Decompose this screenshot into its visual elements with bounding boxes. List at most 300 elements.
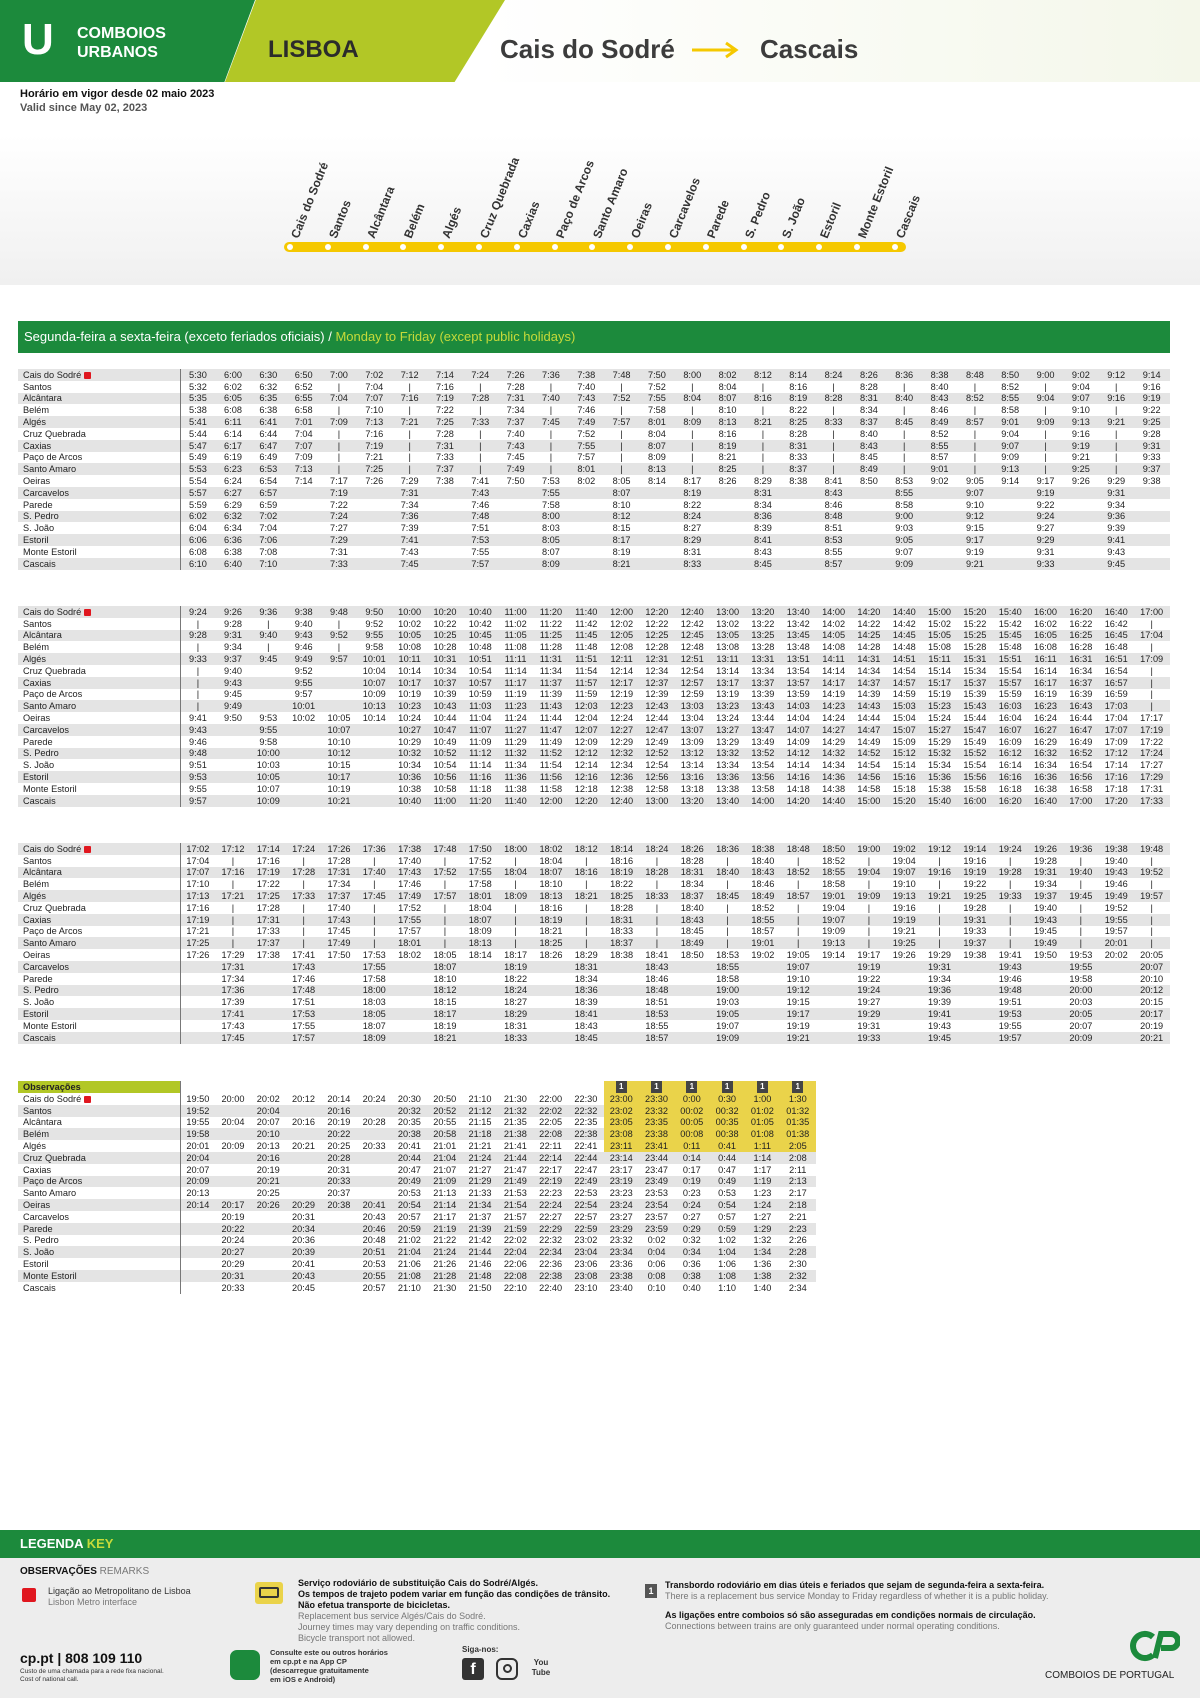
time-cell: 8:13: [710, 416, 745, 428]
time-cell: |: [1134, 677, 1170, 689]
time-cell: 18:48: [639, 985, 674, 997]
time-cell: 15:49: [963, 736, 987, 747]
time-cell: 13:31: [745, 653, 780, 665]
time-cell: 22:06: [503, 1259, 527, 1270]
time-cell: 17:50: [327, 950, 351, 961]
time-cell: 20:53: [362, 1259, 386, 1270]
time-cell: 9:01: [922, 463, 957, 475]
time-cell: 19:50: [186, 1093, 210, 1104]
time-cell: [321, 996, 356, 1008]
time-cell: 11:23: [498, 700, 533, 712]
time-cell: 20:07: [256, 1117, 280, 1128]
time-cell: [215, 724, 250, 736]
time-cell: 9:40: [251, 630, 286, 642]
time-cell: 13:12: [675, 748, 710, 760]
station-name-text: Parede: [23, 499, 53, 510]
time-cell: 16:40: [1099, 606, 1134, 618]
time-cell: 11:04: [469, 713, 492, 724]
station-name: [18, 558, 180, 570]
station-name: [18, 1105, 180, 1117]
city-name: LISBOA: [268, 36, 359, 63]
time-cell: |: [797, 926, 800, 937]
station-name: [18, 511, 180, 523]
station-name: [18, 1199, 180, 1211]
time-cell: 19:43: [928, 1020, 952, 1031]
time-cell: [533, 973, 568, 985]
time-cell: 7:25: [427, 416, 462, 428]
time-cell: 9:10: [965, 499, 984, 510]
time-cell: |: [514, 855, 517, 866]
time-cell: 23:32: [639, 1105, 674, 1117]
time-cell: 19:00: [710, 985, 745, 997]
time-cell: 9:48: [180, 748, 215, 760]
time-cell: 7:31: [498, 393, 533, 405]
time-cell: 14:36: [816, 771, 851, 783]
time-cell: 14:31: [851, 653, 886, 665]
youtube-icon[interactable]: You Tube: [531, 1658, 551, 1677]
time-cell: [639, 546, 674, 558]
time-cell: 18:55: [745, 914, 780, 926]
time-cell: 8:48: [816, 511, 851, 523]
bus-legend: [298, 1578, 610, 1644]
time-cell: 16:11: [1028, 653, 1063, 665]
time-cell: 15:36: [922, 771, 957, 783]
note-1-badge: 1: [757, 1081, 768, 1093]
time-cell: 7:26: [365, 476, 384, 487]
time-cell: 14:12: [781, 748, 816, 760]
station-dot: [703, 244, 709, 250]
time-cell: [851, 546, 886, 558]
time-cell: [251, 1032, 286, 1044]
time-cell: 6:50: [286, 369, 321, 381]
time-cell: 19:29: [851, 1008, 886, 1020]
time-cell: [675, 996, 710, 1008]
time-cell: 18:43: [574, 1020, 598, 1031]
time-cell: 19:49: [1028, 937, 1063, 949]
station-name: [18, 641, 180, 653]
time-cell: 14:40: [816, 795, 851, 807]
time-cell: |: [498, 914, 533, 926]
note-cell: [709, 1081, 744, 1093]
time-cell: 12:16: [569, 771, 604, 783]
time-cell: 19:40: [1063, 867, 1098, 879]
station-dot: [287, 244, 293, 250]
time-cell: 20:00: [221, 1093, 245, 1104]
time-cell: 6:04: [188, 523, 207, 534]
time-cell: [1028, 1008, 1063, 1020]
time-cell: 9:04: [1028, 393, 1063, 405]
time-cell: 14:19: [822, 689, 846, 700]
time-cell: 7:52: [647, 381, 666, 392]
time-cell: 9:31: [1134, 440, 1170, 452]
empty-cell: [286, 1081, 321, 1093]
time-cell: 21:49: [498, 1176, 533, 1188]
station-name-text: Santos: [23, 1105, 52, 1116]
cp-app-icon[interactable]: [230, 1650, 260, 1680]
time-cell: 19:57: [1104, 926, 1128, 937]
time-cell: 11:37: [533, 677, 568, 689]
time-cell: 9:22: [1142, 405, 1161, 416]
time-cell: [816, 985, 851, 997]
time-cell: 21:24: [462, 1152, 497, 1164]
time-cell: 19:12: [922, 843, 957, 855]
time-cell: [533, 1008, 568, 1020]
time-cell: 7:04: [365, 381, 384, 392]
time-cell: 15:28: [963, 642, 987, 653]
time-cell: 19:43: [993, 961, 1028, 973]
time-cell: 20:55: [356, 1270, 391, 1282]
time-cell: 7:46: [577, 405, 596, 416]
time-cell: |: [797, 879, 800, 890]
time-cell: |: [1063, 937, 1098, 949]
time-cell: 6:29: [224, 499, 242, 510]
time-cell: |: [549, 405, 553, 416]
time-cell: [321, 1246, 356, 1258]
time-cell: 23:19: [604, 1176, 639, 1188]
time-cell: 8:25: [781, 416, 816, 428]
time-cell: 14:27: [816, 724, 851, 736]
time-cell: 17:19: [1134, 724, 1170, 736]
time-cell: 18:16: [610, 855, 634, 866]
station-row: [18, 1093, 816, 1105]
time-cell: [215, 1176, 250, 1188]
time-cell: 11:03: [463, 700, 498, 712]
time-cell: |: [1150, 902, 1153, 913]
destination-station: Cascais: [760, 34, 859, 64]
time-cell: |: [408, 428, 411, 439]
time-cell: 1:11: [745, 1140, 780, 1152]
time-cell: 21:30: [503, 1093, 527, 1104]
time-cell: 10:11: [392, 653, 427, 665]
time-cell: 15:40: [993, 606, 1028, 618]
time-cell: [286, 511, 321, 523]
time-cell: 16:49: [1069, 736, 1093, 747]
time-cell: 20:57: [397, 1211, 421, 1222]
time-cell: [1028, 961, 1063, 973]
time-cell: 0:06: [647, 1259, 666, 1270]
time-cell: 8:52: [930, 428, 949, 439]
time-cell: 8:04: [647, 428, 666, 439]
time-cell: [321, 1211, 356, 1223]
time-cell: 8:22: [789, 405, 808, 416]
time-cell: 15:51: [993, 653, 1028, 665]
time-cell: [1028, 973, 1063, 985]
time-cell: 14:14: [822, 665, 846, 676]
time-cell: 6:38: [224, 546, 242, 557]
time-cell: 18:53: [639, 1008, 674, 1020]
time-cell: 13:05: [710, 630, 745, 642]
time-cell: 14:00: [816, 606, 851, 618]
station-name-text: Paço de Arcos: [23, 689, 83, 700]
time-cell: 16:51: [1099, 653, 1134, 665]
time-cell: 18:24: [639, 843, 674, 855]
time-cell: 5:41: [180, 416, 215, 428]
time-cell: 13:29: [716, 736, 740, 747]
time-cell: [604, 1020, 639, 1032]
time-cell: 9:58: [259, 736, 278, 747]
time-cell: 8:03: [542, 523, 560, 534]
time-cell: 19:58: [1069, 973, 1093, 984]
time-cell: |: [957, 440, 992, 452]
time-cell: 20:13: [186, 1188, 210, 1199]
time-cell: 13:20: [745, 606, 780, 618]
instagram-icon[interactable]: [496, 1658, 518, 1680]
time-cell: 18:52: [751, 902, 775, 913]
time-cell: [745, 961, 780, 973]
time-cell: 13:40: [710, 795, 745, 807]
station-label: Alcântara: [363, 184, 398, 241]
time-cell: [498, 522, 533, 534]
station-label: Parede: [703, 197, 732, 241]
station-row: [18, 404, 1170, 416]
time-cell: |: [726, 879, 729, 890]
time-cell: |: [691, 381, 694, 392]
time-cell: 21:09: [427, 1176, 462, 1188]
time-cell: 12:12: [569, 748, 604, 760]
station-name: [18, 902, 180, 914]
time-cell: 9:36: [1099, 511, 1134, 523]
time-cell: [1063, 511, 1098, 523]
time-cell: 9:25: [1063, 463, 1098, 475]
time-cell: 8:33: [789, 452, 808, 463]
time-cell: 17:07: [1099, 724, 1134, 736]
time-cell: 10:01: [286, 700, 321, 712]
time-cell: 16:16: [993, 771, 1028, 783]
time-cell: |: [180, 700, 215, 712]
time-cell: 8:53: [895, 476, 914, 487]
time-cell: 9:16: [1099, 393, 1134, 405]
time-cell: 19:01: [745, 937, 780, 949]
time-cell: 10:51: [463, 653, 498, 665]
station-name-text: Cruz Quebrada: [23, 428, 86, 439]
time-cell: 8:40: [930, 381, 949, 392]
time-cell: |: [1079, 902, 1083, 913]
time-cell: 8:46: [930, 405, 949, 416]
time-cell: 6:55: [286, 393, 321, 405]
station-row: [18, 369, 1170, 381]
time-cell: 20:05: [1140, 950, 1164, 961]
time-cell: 20:24: [362, 1093, 386, 1104]
time-cell: 6:52: [294, 381, 313, 392]
station-row: [18, 1176, 816, 1188]
time-cell: 7:45: [506, 452, 525, 463]
station-row: [18, 653, 1170, 665]
time-cell: |: [231, 902, 235, 913]
time-cell: 19:34: [928, 973, 952, 984]
time-cell: 18:57: [639, 1032, 674, 1044]
time-cell: [922, 558, 957, 570]
time-cell: 20:16: [251, 1152, 286, 1164]
time-cell: 9:05: [887, 534, 922, 546]
time-cell: 17:46: [398, 879, 422, 890]
time-cell: 13:43: [745, 700, 780, 712]
time-cell: 18:45: [569, 1032, 604, 1044]
station-row: [18, 937, 1170, 949]
station-name: [18, 961, 180, 973]
time-cell: [215, 748, 250, 760]
time-cell: 7:50: [506, 476, 525, 487]
time-cell: 17:20: [1099, 795, 1134, 807]
time-cell: 18:10: [539, 879, 563, 890]
time-cell: 17:03: [1099, 700, 1134, 712]
time-cell: 9:09: [1028, 416, 1063, 428]
time-cell: 13:20: [675, 795, 710, 807]
station-name: [18, 949, 180, 961]
time-cell: 13:57: [781, 677, 816, 689]
time-cell: 01:08: [745, 1128, 780, 1140]
station-name-text: S. Pedro: [23, 748, 59, 759]
time-cell: [286, 759, 321, 771]
station-name-text: Algés: [23, 417, 46, 428]
time-cell: |: [1150, 855, 1153, 866]
time-cell: 14:18: [786, 783, 810, 794]
time-cell: 13:56: [745, 771, 780, 783]
time-cell: 8:26: [718, 476, 737, 487]
time-cell: 6:02: [180, 511, 215, 523]
time-cell: |: [463, 463, 498, 475]
time-cell: 19:03: [716, 997, 740, 1008]
time-cell: 13:25: [745, 630, 780, 642]
station-name-text: Algés: [23, 654, 46, 665]
time-cell: 18:19: [498, 961, 533, 973]
time-cell: 9:57: [294, 689, 313, 700]
time-cell: 14:48: [892, 642, 916, 653]
time-cell: 12:59: [680, 689, 704, 700]
time-cell: 18:05: [357, 1008, 392, 1020]
time-cell: |: [938, 855, 941, 866]
time-cell: 21:46: [468, 1259, 492, 1270]
station-name: [18, 1258, 180, 1270]
time-cell: 8:33: [816, 416, 851, 428]
time-cell: 19:36: [1063, 843, 1098, 855]
contact-line[interactable]: cp.pt | 808 109 110: [20, 1650, 143, 1666]
time-cell: 15:52: [957, 748, 992, 760]
time-cell: |: [1150, 879, 1153, 890]
station-name-text: Cruz Quebrada: [23, 1152, 86, 1163]
time-cell: 10:34: [433, 665, 457, 676]
time-cell: |: [691, 452, 694, 463]
time-cell: 21:34: [462, 1199, 497, 1211]
bus-text-3: Não efetua transporte de bicicletas.: [298, 1600, 451, 1610]
time-cell: 9:43: [1107, 546, 1126, 557]
time-cell: [675, 961, 710, 973]
time-cell: |: [585, 855, 588, 866]
time-cell: [321, 1282, 356, 1294]
time-cell: 10:10: [327, 736, 351, 747]
time-cell: 19:31: [922, 961, 957, 973]
time-cell: 8:57: [816, 558, 851, 570]
time-cell: [498, 546, 533, 558]
time-cell: 9:12: [1099, 369, 1134, 381]
bus-text-2: Os tempos de trajeto podem variar em função das condições de trânsito.: [298, 1589, 611, 1599]
time-cell: 10:36: [392, 771, 427, 783]
time-cell: 19:24: [993, 843, 1028, 855]
time-cell: [180, 1211, 215, 1223]
time-cell: 17:45: [215, 1032, 250, 1044]
time-cell: [251, 961, 286, 973]
time-cell: 18:41: [569, 1008, 604, 1020]
time-cell: 6:40: [215, 558, 250, 570]
station-name: [18, 736, 180, 748]
time-cell: [1099, 1008, 1134, 1020]
time-cell: 22:32: [539, 1235, 563, 1246]
time-cell: |: [373, 879, 376, 890]
time-cell: 7:09: [321, 416, 356, 428]
time-cell: 10:04: [362, 665, 386, 676]
time-cell: 11:32: [498, 748, 533, 760]
time-cell: 1:32: [753, 1235, 772, 1246]
note-1-badge: 1: [792, 1081, 803, 1093]
time-cell: 7:57: [577, 452, 596, 463]
time-cell: 12:54: [645, 760, 669, 771]
time-cell: 8:46: [824, 499, 843, 510]
time-cell: 21:38: [498, 1128, 533, 1140]
time-cell: 7:33: [321, 558, 356, 570]
time-cell: 9:52: [321, 630, 356, 642]
time-cell: 1:23: [753, 1188, 772, 1199]
time-cell: 10:44: [433, 713, 457, 724]
time-cell: 20:35: [397, 1117, 421, 1128]
time-cell: 6:58: [294, 405, 313, 416]
time-cell: 17:39: [221, 997, 245, 1008]
station-name-text: Oeiras: [23, 713, 51, 724]
time-cell: 5:44: [188, 428, 207, 439]
time-cell: 7:40: [533, 393, 568, 405]
brand-name: [77, 24, 166, 62]
time-cell: 6:17: [215, 440, 250, 452]
time-cell: 8:43: [851, 440, 886, 452]
connections-en: Connections between trains are only guaranteed under normal operating conditions.: [665, 1621, 1000, 1631]
time-cell: 22:00: [539, 1093, 563, 1104]
time-cell: 6:57: [251, 487, 286, 499]
time-cell: 22:38: [568, 1128, 603, 1140]
time-cell: 19:10: [786, 973, 810, 984]
time-cell: 11:47: [533, 724, 568, 736]
time-cell: |: [1150, 618, 1153, 629]
station-name-text: S. João: [23, 1247, 55, 1258]
time-cell: 7:27: [330, 523, 348, 534]
facebook-icon[interactable]: f: [462, 1658, 484, 1680]
time-cell: |: [533, 463, 568, 475]
station-name: [18, 653, 180, 665]
time-cell: 8:22: [683, 499, 702, 510]
time-cell: |: [196, 665, 200, 676]
time-cell: 19:31: [1028, 867, 1063, 879]
time-cell: [1099, 961, 1134, 973]
time-cell: 11:14: [469, 760, 492, 771]
time-cell: 9:55: [188, 783, 207, 794]
time-cell: 2:26: [788, 1235, 807, 1246]
time-cell: 8:29: [753, 476, 772, 487]
time-cell: 14:34: [822, 760, 846, 771]
time-cell: [215, 759, 250, 771]
time-cell: 12:52: [639, 748, 674, 760]
time-cell: |: [321, 440, 356, 452]
time-cell: 8:07: [542, 546, 560, 557]
time-cell: 21:27: [468, 1164, 492, 1175]
time-cell: 22:10: [503, 1282, 527, 1293]
time-cell: 9:37: [215, 653, 250, 665]
time-cell: |: [479, 428, 482, 439]
station-name: [18, 381, 180, 393]
time-cell: [356, 1152, 391, 1164]
time-cell: 21:41: [503, 1141, 527, 1152]
time-cell: 11:05: [498, 630, 533, 642]
time-cell: 12:39: [645, 689, 669, 700]
time-cell: 10:00: [251, 748, 286, 760]
time-cell: 23:44: [639, 1152, 674, 1164]
time-cell: 9:05: [965, 476, 984, 487]
